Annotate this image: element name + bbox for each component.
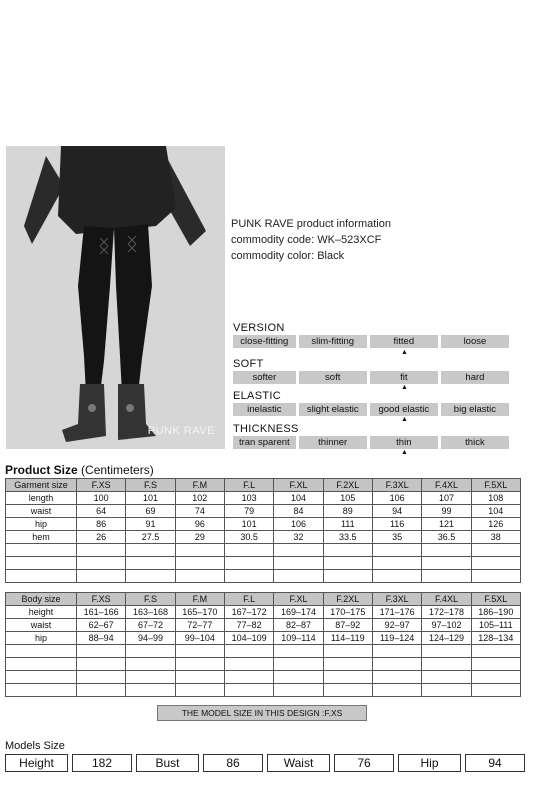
- attribute-option: fitted: [370, 335, 438, 348]
- table-cell: 106: [274, 518, 323, 531]
- table-cell: hem: [6, 531, 77, 544]
- table-cell: [422, 645, 471, 658]
- table-cell: 77–82: [224, 619, 273, 632]
- table-cell: [175, 658, 224, 671]
- table-header-cell: F.2XL: [323, 593, 372, 606]
- table-cell: [422, 557, 471, 570]
- body-size-table: [5, 592, 521, 697]
- models-size-row: [5, 754, 525, 772]
- table-cell: length: [6, 492, 77, 505]
- table-row: [6, 684, 521, 697]
- info-brand-line: PUNK RAVE product information: [231, 218, 391, 230]
- table-cell: [471, 557, 520, 570]
- selection-arrow-icon: ▲: [401, 449, 408, 456]
- table-cell: hip: [6, 518, 77, 531]
- table-row: [6, 544, 521, 557]
- models-size-cell: 94: [465, 754, 525, 772]
- info-code-line: commodity code: WK–523XCF: [231, 234, 382, 246]
- attribute-title: THICKNESS: [233, 423, 299, 435]
- table-cell: [372, 570, 421, 583]
- models-size-cell: Bust: [136, 754, 199, 772]
- table-cell: 108: [471, 492, 520, 505]
- attribute-thickness: [233, 423, 509, 449]
- product-size-title: [5, 463, 154, 477]
- product-size-heading: Product Size: [5, 463, 78, 477]
- table-cell: 29: [175, 531, 224, 544]
- table-cell: [422, 570, 471, 583]
- table-cell: [6, 684, 77, 697]
- table-header-cell: F.4XL: [422, 593, 471, 606]
- attribute-option: slight elastic: [299, 403, 367, 416]
- table-cell: 72–77: [175, 619, 224, 632]
- table-cell: 36.5: [422, 531, 471, 544]
- table-header-cell: F.L: [224, 593, 273, 606]
- table-cell: 169–174: [274, 606, 323, 619]
- table-cell: [471, 658, 520, 671]
- table-row: [6, 619, 521, 632]
- table-cell: 102: [175, 492, 224, 505]
- table-cell: 30.5: [224, 531, 273, 544]
- table-row: [6, 531, 521, 544]
- table-cell: [323, 544, 372, 557]
- table-cell: [274, 658, 323, 671]
- attribute-title: SOFT: [233, 358, 264, 370]
- attribute-version: [233, 322, 509, 348]
- table-cell: [471, 645, 520, 658]
- table-cell: 100: [77, 492, 126, 505]
- table-cell: 32: [274, 531, 323, 544]
- table-cell: 74: [175, 505, 224, 518]
- attribute-option: good elastic: [370, 403, 438, 416]
- table-cell: 103: [224, 492, 273, 505]
- table-header-cell: F.L: [224, 479, 273, 492]
- table-header-cell: F.XL: [274, 593, 323, 606]
- table-cell: [372, 658, 421, 671]
- table-cell: [323, 570, 372, 583]
- table-cell: 89: [323, 505, 372, 518]
- table-cell: 106: [372, 492, 421, 505]
- table-cell: [175, 544, 224, 557]
- table-row: [6, 518, 521, 531]
- attribute-title: ELASTIC: [233, 390, 281, 402]
- table-header-cell: F.XL: [274, 479, 323, 492]
- table-cell: [126, 684, 175, 697]
- table-header-cell: F.2XL: [323, 479, 372, 492]
- table-cell: waist: [6, 505, 77, 518]
- table-header-cell: F.3XL: [372, 593, 421, 606]
- table-cell: [224, 544, 273, 557]
- table-cell: [471, 684, 520, 697]
- model-size-note: THE MODEL SIZE IN THIS DESIGN :F.XS: [157, 705, 367, 721]
- attribute-elastic: [233, 390, 509, 416]
- table-cell: 64: [77, 505, 126, 518]
- table-cell: [372, 671, 421, 684]
- table-cell: 128–134: [471, 632, 520, 645]
- table-cell: 119–124: [372, 632, 421, 645]
- table-cell: 67–72: [126, 619, 175, 632]
- table-cell: [77, 557, 126, 570]
- table-cell: 107: [422, 492, 471, 505]
- table-row: [6, 671, 521, 684]
- table-cell: [422, 544, 471, 557]
- table-row: [6, 557, 521, 570]
- table-header-cell: Body size: [6, 593, 77, 606]
- table-cell: [77, 544, 126, 557]
- table-cell: 171–176: [372, 606, 421, 619]
- table-cell: waist: [6, 619, 77, 632]
- table-cell: 82–87: [274, 619, 323, 632]
- table-cell: 99: [422, 505, 471, 518]
- table-cell: [224, 645, 273, 658]
- table-row: [6, 658, 521, 671]
- table-cell: [274, 557, 323, 570]
- attribute-option: loose: [441, 335, 509, 348]
- models-size-cell: Height: [5, 754, 68, 772]
- table-header-cell: F.3XL: [372, 479, 421, 492]
- attribute-scale: [233, 335, 509, 348]
- models-size-cell: 182: [72, 754, 132, 772]
- table-cell: [126, 570, 175, 583]
- table-row: [6, 570, 521, 583]
- table-cell: [323, 671, 372, 684]
- photo-watermark: PUNK RAVE: [147, 425, 215, 437]
- table-cell: [323, 557, 372, 570]
- attribute-option: softer: [233, 371, 296, 384]
- table-cell: [471, 671, 520, 684]
- table-header-cell: F.XS: [77, 593, 126, 606]
- table-cell: 101: [224, 518, 273, 531]
- table-header-row: [6, 479, 521, 492]
- table-cell: [224, 557, 273, 570]
- table-cell: [224, 570, 273, 583]
- table-cell: 172–178: [422, 606, 471, 619]
- table-cell: [372, 645, 421, 658]
- table-cell: 86: [77, 518, 126, 531]
- table-cell: 62–67: [77, 619, 126, 632]
- table-cell: 165–170: [175, 606, 224, 619]
- table-row: [6, 632, 521, 645]
- table-cell: [274, 570, 323, 583]
- table-cell: 104: [471, 505, 520, 518]
- table-cell: 97–102: [422, 619, 471, 632]
- table-cell: [126, 544, 175, 557]
- table-cell: 35: [372, 531, 421, 544]
- table-cell: height: [6, 606, 77, 619]
- table-cell: 96: [175, 518, 224, 531]
- models-size-cell: Hip: [398, 754, 461, 772]
- table-cell: 104–109: [224, 632, 273, 645]
- attribute-option: thick: [441, 436, 509, 449]
- models-size-cell: 86: [203, 754, 263, 772]
- table-cell: 116: [372, 518, 421, 531]
- table-cell: [323, 684, 372, 697]
- table-cell: 161–166: [77, 606, 126, 619]
- table-cell: 163–168: [126, 606, 175, 619]
- product-photo: [6, 146, 225, 449]
- table-cell: [77, 570, 126, 583]
- table-cell: [422, 671, 471, 684]
- table-cell: [6, 557, 77, 570]
- table-cell: 92–97: [372, 619, 421, 632]
- table-header-cell: F.4XL: [422, 479, 471, 492]
- attribute-scale: [233, 371, 509, 384]
- table-cell: 87–92: [323, 619, 372, 632]
- table-cell: 88–94: [77, 632, 126, 645]
- attribute-option: close-fitting: [233, 335, 296, 348]
- table-header-cell: F.S: [126, 593, 175, 606]
- table-cell: [6, 544, 77, 557]
- product-size-table: [5, 478, 521, 583]
- table-cell: [323, 645, 372, 658]
- table-cell: 109–114: [274, 632, 323, 645]
- table-cell: [323, 658, 372, 671]
- table-cell: 91: [126, 518, 175, 531]
- table-cell: [126, 671, 175, 684]
- product-size-unit: (Centimeters): [81, 463, 154, 477]
- table-cell: 111: [323, 518, 372, 531]
- table-cell: [126, 645, 175, 658]
- table-cell: [224, 671, 273, 684]
- table-cell: [175, 671, 224, 684]
- models-size-title: Models Size: [5, 740, 65, 752]
- attribute-option: tran sparent: [233, 436, 296, 449]
- table-cell: 27.5: [126, 531, 175, 544]
- table-cell: [175, 645, 224, 658]
- attribute-soft: [233, 358, 509, 384]
- table-cell: 101: [126, 492, 175, 505]
- table-cell: [422, 684, 471, 697]
- table-header-row: [6, 593, 521, 606]
- table-cell: [77, 684, 126, 697]
- attribute-option: inelastic: [233, 403, 296, 416]
- table-cell: [372, 544, 421, 557]
- attribute-option: thinner: [299, 436, 367, 449]
- table-cell: [175, 684, 224, 697]
- table-cell: hip: [6, 632, 77, 645]
- table-cell: 99–104: [175, 632, 224, 645]
- table-cell: [77, 671, 126, 684]
- table-cell: [372, 684, 421, 697]
- table-cell: 33.5: [323, 531, 372, 544]
- table-header-cell: F.M: [175, 479, 224, 492]
- table-cell: [126, 658, 175, 671]
- selection-arrow-icon: ▲: [401, 384, 408, 391]
- model-figure-image: [6, 146, 225, 449]
- attribute-scale: [233, 436, 509, 449]
- product-info: [231, 216, 391, 264]
- table-cell: [471, 570, 520, 583]
- info-color-line: commodity color: Black: [231, 250, 345, 262]
- table-cell: 94: [372, 505, 421, 518]
- table-header-cell: F.S: [126, 479, 175, 492]
- table-cell: [6, 671, 77, 684]
- table-cell: [224, 658, 273, 671]
- table-row: [6, 645, 521, 658]
- table-header-cell: F.5XL: [471, 593, 520, 606]
- attribute-scale: [233, 403, 509, 416]
- attribute-option: soft: [299, 371, 367, 384]
- table-cell: 126: [471, 518, 520, 531]
- selection-arrow-icon: ▲: [401, 416, 408, 423]
- attribute-option: thin: [370, 436, 438, 449]
- table-cell: [224, 684, 273, 697]
- selection-arrow-icon: ▲: [401, 349, 408, 356]
- table-row: [6, 505, 521, 518]
- models-size-cell: Waist: [267, 754, 330, 772]
- table-cell: [274, 544, 323, 557]
- table-cell: [274, 645, 323, 658]
- table-cell: [422, 658, 471, 671]
- table-cell: 114–119: [323, 632, 372, 645]
- table-header-cell: F.M: [175, 593, 224, 606]
- table-cell: 104: [274, 492, 323, 505]
- table-cell: 105: [323, 492, 372, 505]
- table-header-cell: F.5XL: [471, 479, 520, 492]
- table-cell: 69: [126, 505, 175, 518]
- table-cell: [274, 684, 323, 697]
- table-header-cell: Garment size: [6, 479, 77, 492]
- attribute-title: VERSION: [233, 322, 285, 334]
- table-cell: 124–129: [422, 632, 471, 645]
- table-cell: 38: [471, 531, 520, 544]
- table-cell: 84: [274, 505, 323, 518]
- table-cell: [6, 645, 77, 658]
- table-cell: [126, 557, 175, 570]
- table-cell: 79: [224, 505, 273, 518]
- table-cell: 121: [422, 518, 471, 531]
- table-cell: 26: [77, 531, 126, 544]
- table-cell: [77, 645, 126, 658]
- table-cell: [274, 671, 323, 684]
- attribute-option: big elastic: [441, 403, 509, 416]
- table-cell: 105–111: [471, 619, 520, 632]
- table-row: [6, 606, 521, 619]
- attribute-option: fit: [370, 371, 438, 384]
- table-cell: 94–99: [126, 632, 175, 645]
- table-cell: 170–175: [323, 606, 372, 619]
- attribute-option: hard: [441, 371, 509, 384]
- table-cell: [6, 570, 77, 583]
- table-cell: 186–190: [471, 606, 520, 619]
- table-cell: [372, 557, 421, 570]
- table-cell: [77, 658, 126, 671]
- table-cell: [471, 544, 520, 557]
- attribute-option: slim-fitting: [299, 335, 367, 348]
- table-cell: [6, 658, 77, 671]
- table-header-cell: F.XS: [77, 479, 126, 492]
- table-row: [6, 492, 521, 505]
- models-size-cell: 76: [334, 754, 394, 772]
- table-cell: [175, 570, 224, 583]
- table-cell: 167–172: [224, 606, 273, 619]
- table-cell: [175, 557, 224, 570]
